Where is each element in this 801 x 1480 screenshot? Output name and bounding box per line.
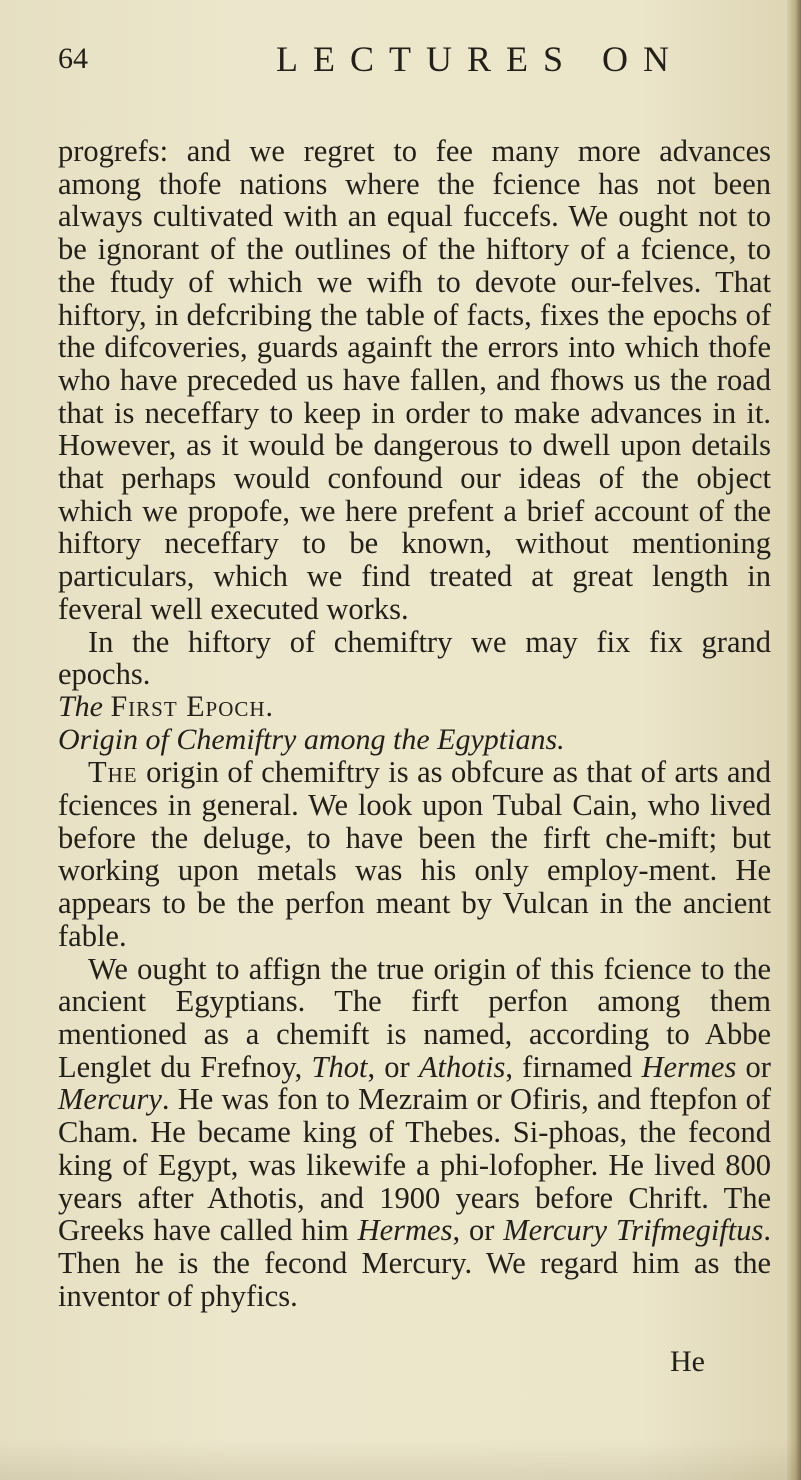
name-thot: Thot [311, 1049, 368, 1084]
egyptians-text-e: . He was fon to Mezraim or Ofiris, and ftepfon of Cham. He became king of Thebes. Si-phoas, the fecond king of Egypt, was likewife a phi-lofopher. He lived 800 years after Athotis, and 1900 years before Chrift. The Greeks have called him [58, 1082, 771, 1248]
opening-paragraph: progrefs: and we regret to fee many more advances among thofe nations where the fcience has not been always cultivated with an equal fuccefs. We ought not to be ignorant of the outlines of the hiftory of a fcience, to the ftudy of which we wifh to devote our-felves. That hiftory, in defcribing the table of facts, fixes the epochs of the difcoveries, guards againft the errors into which thofe who have preceded us have fallen, and fhows us the road that is neceffary to keep in order to make advances in it. However, as it would be dangerous to dwell upon details that perhaps would confound our ideas of the object which we propofe, we here prefent a brief account of the hiftory neceffary to be known, without mentioning particulars, which we find treated at great length in feveral well executed works. [58, 134, 771, 626]
body-text [58, 135, 771, 1312]
egyptians-text-g: . Then he is the fecond Mercury. We regard him as the inventor of phyfics. [58, 1213, 771, 1313]
egyptians-text-d: or [736, 1049, 771, 1084]
running-title: LECTURES ON [276, 39, 684, 79]
section-heading [58, 691, 771, 724]
epochs-paragraph: In the hiftory of chemiftry we may fix fix grand epochs. [58, 624, 771, 692]
section-subheading: Origin of Chemiftry among the Egyptians. [58, 722, 565, 756]
catchword: He [670, 1345, 705, 1378]
section-heading-main: First Epoch. [110, 689, 275, 723]
page-bottom-shade [0, 1440, 801, 1480]
page-edge-shadow [787, 0, 801, 1480]
name-mercury: Mercury [58, 1082, 162, 1117]
egyptians-paragraph [58, 953, 771, 1313]
name-hermes-second: Hermes [357, 1213, 453, 1248]
name-athotis: Athotis [418, 1049, 506, 1084]
section-heading-prefix: The [58, 689, 103, 723]
page-number: 64 [58, 42, 88, 75]
origin-paragraph-lead: The [88, 755, 138, 790]
egyptians-text-f: , or [452, 1213, 504, 1248]
egyptians-text-a: We ought to affign the true origin of this fcience to the ancient Egyptians. The firft perfon among them mentioned as a chemift is named, according to Abbe Lenglet du Frefnoy, [58, 951, 771, 1084]
origin-paragraph-text: origin of chemiftry is as obfcure as that of arts and fciences in general. We look upon Tubal Cain, who lived before the deluge, to have been the firft che-mift; but working upon metals was his only employ-ment. He appears to be the perfon meant by Vulcan in the ancient fable. [58, 755, 771, 953]
name-hermes: Hermes [641, 1049, 737, 1084]
origin-paragraph [58, 756, 771, 952]
egyptians-text-b: , or [367, 1049, 419, 1084]
name-trismegistus: Mercury Trifmegiftus [503, 1213, 764, 1248]
page-header [58, 38, 758, 98]
egyptians-text-c: , firnamed [505, 1049, 642, 1084]
